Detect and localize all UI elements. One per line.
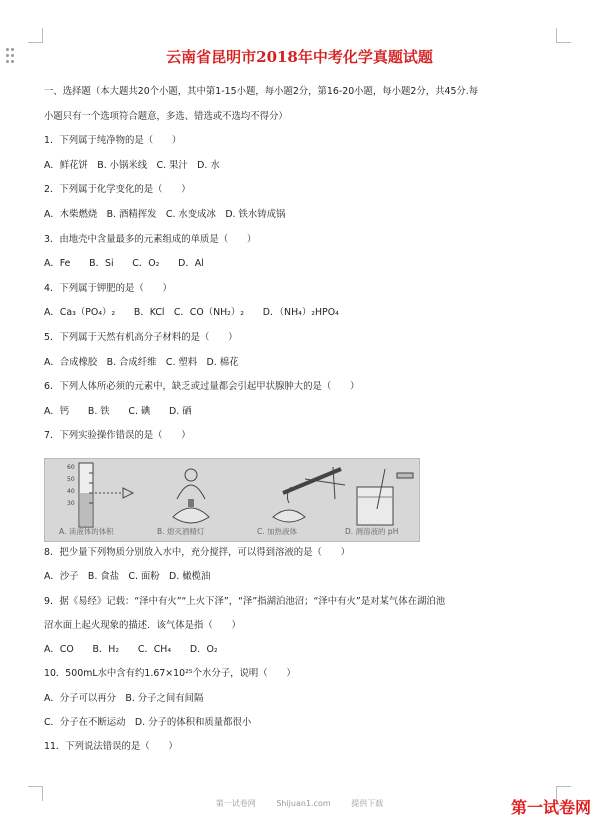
text-line: A．CO B．H₂ C．CH₄ D．O₂ bbox=[44, 644, 218, 656]
text-line: A．鲜花饼 B. 小锅米线 C. 果汁 D. 水 bbox=[44, 159, 220, 171]
text-line: 一、选择题（本大题共20个小题，其中第1-15小题，每小题2分，第16-20小题，每小题2分，共45分.每 bbox=[44, 86, 479, 97]
text-line: 1．下列属于纯净物的是（ ） bbox=[44, 135, 182, 147]
text-line: 5．下列属于天然有机高分子材料的是（ ） bbox=[44, 331, 238, 343]
scale-label: 30 bbox=[67, 500, 75, 507]
footer-url[interactable]: Shijuan1.com bbox=[276, 799, 331, 808]
text-line: 3．由地壳中含量最多的元素组成的单质是（ ） bbox=[44, 233, 257, 245]
text-line: C．分子在不断运动 D. 分子的体积和质量都很小 bbox=[44, 717, 252, 729]
page-corner-mark bbox=[556, 28, 571, 43]
scale-label: 40 bbox=[67, 488, 75, 495]
text-line: A．木柴燃烧 B. 酒精挥发 C. 水变成冰 D. 铁水铸成锅 bbox=[44, 208, 286, 220]
page-corner-mark bbox=[28, 28, 43, 43]
lab-operations-figure bbox=[44, 458, 420, 542]
brand-watermark: 第一试卷网 bbox=[510, 798, 591, 817]
text-line: 11．下列说法错误的是（ ） bbox=[44, 741, 178, 753]
text-line: A．合成橡胶 B. 合成纤维 C. 塑料 D. 棉花 bbox=[44, 356, 239, 368]
footer-site-name: 第一试卷网 bbox=[215, 799, 256, 808]
text-line: A．Ca₃（PO₄）₂ B．KCl C．CO（NH₂）₂ D．（NH₄）₂HPO₄ bbox=[44, 307, 339, 319]
scale-label: 50 bbox=[67, 476, 75, 483]
text-line: 9．据《易经》记载：“泽中有火”“上火下泽”，“泽”指湖泊池沼；“泽中有火”是对某气体在湖泊池 bbox=[44, 595, 446, 607]
page-title: 云南省昆明市2018年中考化学真题试题 bbox=[166, 48, 433, 66]
figure-caption: D. 测溶液的 pH bbox=[345, 527, 399, 536]
text-line: 沼水面上起火现象的描述．该气体是指（ ） bbox=[44, 619, 241, 631]
question-block-bottom bbox=[44, 541, 570, 760]
text-line: 7．下列实验操作错误的是（ ） bbox=[44, 430, 191, 442]
figure-caption: C. 加热液体 bbox=[257, 527, 298, 536]
text-line: 小题只有一个选项符合题意，多选、错选或不选均不得分） bbox=[44, 110, 288, 122]
footer-note: 提供下载 bbox=[351, 799, 384, 808]
scale-label: 60 bbox=[67, 464, 75, 471]
text-line: A．沙子 B. 食盐 C. 面粉 D. 橄榄油 bbox=[44, 571, 211, 583]
text-line: A．分子可以再分 B. 分子之间有间隔 bbox=[44, 692, 204, 704]
text-line: A．Fe B．Si C．O₂ D．Al bbox=[44, 258, 204, 270]
page-footer bbox=[0, 798, 599, 809]
text-line: 6．下列人体所必须的元素中，缺乏或过量都会引起甲状腺肿大的是（ ） bbox=[44, 381, 360, 393]
question-block-top bbox=[44, 80, 570, 449]
text-line: 8．把少量下列物质分别放入水中，充分搅拌，可以得到溶液的是（ ） bbox=[44, 547, 350, 558]
text-line: 4．下列属于钾肥的是（ ） bbox=[44, 282, 172, 294]
figure-caption: B. 熄灭酒精灯 bbox=[157, 527, 205, 536]
text-line: A．钙 B. 铁 C. 碘 D. 硒 bbox=[44, 405, 192, 417]
text-line: 2．下列属于化学变化的是（ ） bbox=[44, 184, 191, 196]
figure-caption: A. 读液体的体积 bbox=[59, 527, 114, 536]
text-line: 10．500mL水中含有约1.67×10²⁵个水分子，说明（ ） bbox=[44, 668, 296, 680]
